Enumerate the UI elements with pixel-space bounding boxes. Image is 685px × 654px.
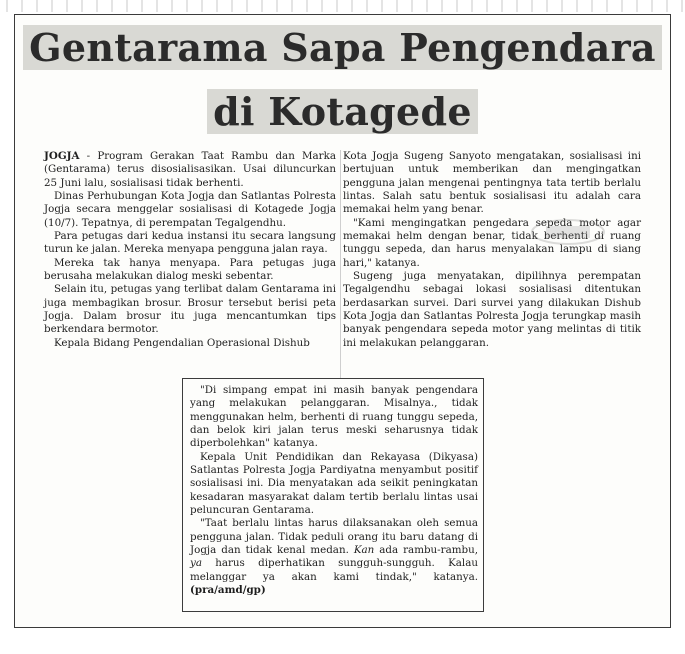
article-paragraph: "Kami mengingatkan pengedara sepeda motor agar memakai helm dengan benar, tidak berhenti di ruang tunggu sepeda, dan harus menyalakan lampu di siang hari," katanya. xyxy=(343,216,641,269)
author-signature: (pra/amd/gp) xyxy=(190,584,266,597)
dateline: JOGJA xyxy=(44,150,80,162)
article-paragraph: Kepala Bidang Pengendalian Operasional Dishub xyxy=(54,336,310,349)
article-paragraph: Dinas Perhubungan Kota Jogja dan Satlantas Polresta Jogja secara menggelar sosialisasi di Kotagede Jogja (10/7). Tepatnya, di perempatan Tegalgendhu. xyxy=(44,190,336,229)
article-paragraph: "Di simpang empat ini masih banyak pengendara yang melakukan pelanggaran. Misalnya., tidak menggunakan helm, berhenti di ruang tunggu sepeda, dan belok kiri jalan terus meski seharusnya tidak diperbolehkan" katanya. xyxy=(190,384,478,450)
article-paragraph: JOGJA - Program Gerakan Taat Rambu dan Marka (Gentarama) terus disosialisasikan. Usai diluncurkan 25 Juni lalu, sosialisasi tidak berhenti. xyxy=(44,150,336,189)
article-box-column xyxy=(190,384,478,598)
article-right-column xyxy=(343,150,641,350)
article-paragraph: Para petugas dari kedua instansi itu secara langsung turun ke jalan. Mereka menyapa pengguna jalan raya. xyxy=(44,230,336,256)
article-paragraph: Kota Jogja Sugeng Sanyoto mengatakan, sosialisasi ini bertujuan untuk memberikan dan mengingatkan pengguna jalan mengenai pentingnya tata tertib berlalu lintas. Salah satu bentuk sosialisasi itu adalah cara memakai helm yang benar. xyxy=(343,150,641,216)
article-paragraph: Kepala Unit Pendidikan dan Rekayasa (Dikyasa) Satlantas Polresta Jogja Pardiyatna menyambut positif sosialisasi ini. Dia menyatakan ada seikit peningkatan kesadaran masyarakat dalam tertib berlalu lintas usai peluncuran Gentarama. xyxy=(190,450,478,517)
headline-line-1: Gentarama Sapa Pengendara xyxy=(15,25,670,70)
article-paragraph: Selain itu, petugas yang terlibat dalam Gentarama ini juga membagikan brosur. Brosur tersebut berisi peta Jogja. Dalam brosur itu juga mencantumkan tips berkendara bermotor. xyxy=(44,283,336,336)
scan-top-edge xyxy=(0,0,685,12)
headline-line-2: di Kotagede xyxy=(15,89,670,134)
article-paragraph: Mereka tak hanya menyapa. Para petugas juga berusaha melakukan dialog meski sebentar. xyxy=(44,256,336,283)
article-paragraph: Sugeng juga menyatakan, dipilihnya perempatan Tegalgendhu sebagai lokasi sosialisasi ditentukan berdasarkan survei. Dari survei yang dilakukan Dishub Kota Jogja dan Satlantas Polresta Jogja terungkap masih banyak pengendara sepeda motor yang melintas di titik ini melakukan pelanggaran. xyxy=(343,270,641,349)
faded-stamp-icon xyxy=(528,217,608,247)
column-divider xyxy=(340,150,341,378)
article-left-column xyxy=(44,150,336,350)
article-paragraph: "Taat berlalu lintas harus dilaksanakan oleh semua pengguna jalan. Tidak peduli orang itu baru datang di Jogja dan tidak kenal medan. Kan ada rambu-rambu, ya harus diperhatikan sungguh-sungguh. Kalau melanggar ya akan kami tindak," katanya. (pra/amd/gp) xyxy=(190,517,478,597)
